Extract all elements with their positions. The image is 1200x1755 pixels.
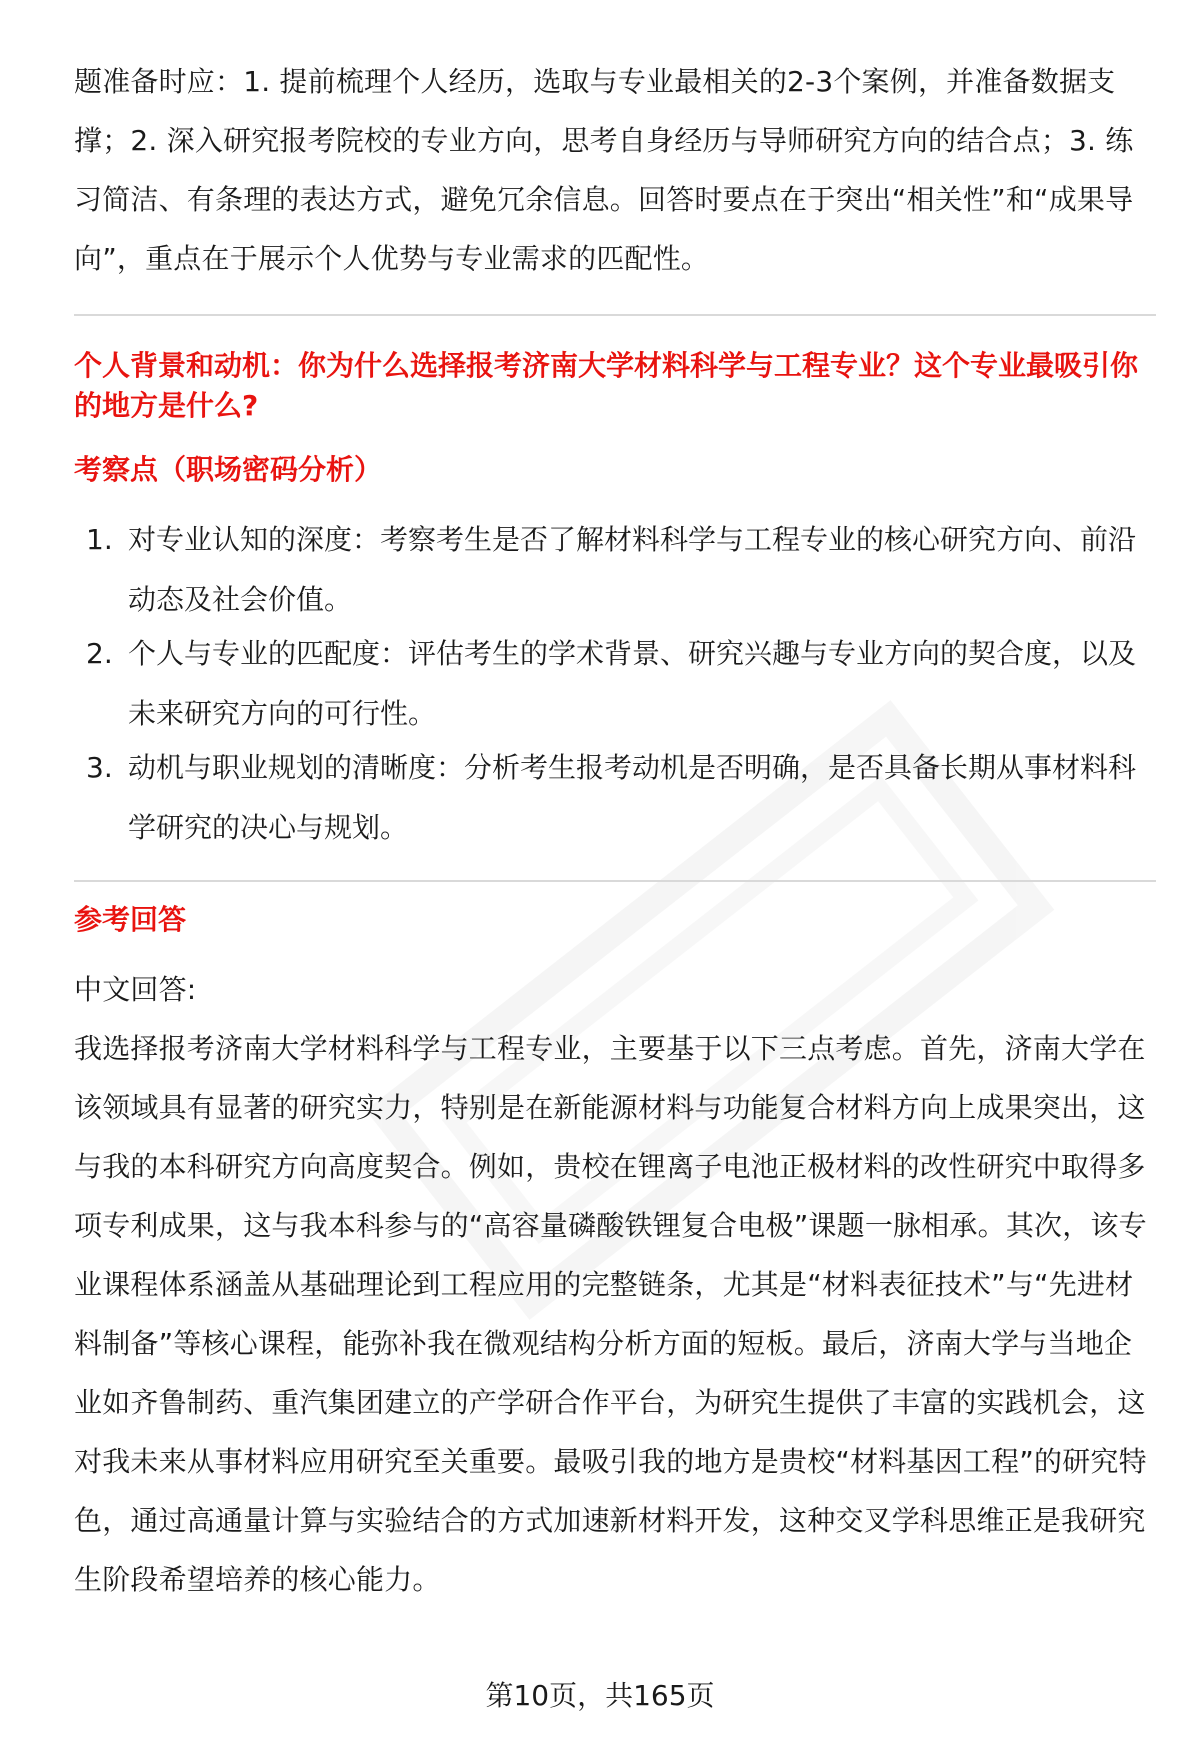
focus-item (74, 624, 1156, 744)
section-divider (74, 314, 1156, 316)
document-content (74, 52, 1156, 1609)
list-number: 2. (86, 637, 113, 670)
focus-heading: 考察点（职场密码分析） (74, 453, 383, 486)
focus-item (74, 510, 1156, 630)
answer-label: 中文回答: (74, 973, 197, 1006)
answer-heading: 参考回答 (74, 903, 187, 936)
focus-item-text: 个人与专业的匹配度：评估考生的学术背景、研究兴趣与专业方向的契合度，以及未来研究方向的可行性。 (128, 637, 1137, 730)
focus-item (74, 738, 1156, 858)
section-divider (74, 880, 1156, 882)
list-number: 1. (86, 523, 113, 556)
question-heading: 个人背景和动机：你为什么选择报考济南大学材料科学与工程专业？这个专业最吸引你的地方是什么? (74, 349, 1139, 422)
answer-paragraph: 我选择报考济南大学材料科学与工程专业，主要基于以下三点考虑。首先，济南大学在该领域具有显著的研究实力，特别是在新能源材料与功能复合材料方向上成果突出，这与我的本科研究方向高度契合。例如，贵校在锂离子电池正极材料的改性研究中取得多项专利成果，这与我本科参与的“高容量磷酸铁锂复合电极”课题一脉相承。其次，该专业课程体系涵盖从基础理论到工程应用的完整链条，尤其是“材料表征技术”与“先进材料制备”等核心课程，能弥补我在微观结构分析方面的短板。最后，济南大学与当地企业如齐鲁制药、重汽集团建立的产学研合作平台，为研究生提供了丰富的实践机会，这对我未来从事材料应用研究至关重要。最吸引我的地方是贵校“材料基因工程”的研究特色，通过高通量计算与实验结合的方式加速新材料开发，这种交叉学科思维正是我研究生阶段希望培养的核心能力。 (74, 1032, 1147, 1596)
focus-item-text: 对专业认知的深度：考察考生是否了解材料科学与工程专业的核心研究方向、前沿动态及社会价值。 (128, 523, 1137, 616)
list-number: 3. (86, 751, 113, 784)
page-footer: 第10页，共165页 (485, 1679, 715, 1712)
focus-item-text: 动机与职业规划的清晰度：分析考生报考动机是否明确，是否具备长期从事材料科学研究的决心与规划。 (128, 751, 1137, 844)
focus-list (74, 510, 1156, 858)
intro-paragraph: 题准备时应：1. 提前梳理个人经历，选取与专业最相关的2-3个案例，并准备数据支撑；2. 深入研究报考院校的专业方向，思考自身经历与导师研究方向的结合点；3. 练习简洁、有条理的表达方式，避免冗余信息。回答时要点在于突出“相关性”和“成果导向”，重点在于展示个人优势与专业需求的匹配性。 (74, 65, 1134, 275)
